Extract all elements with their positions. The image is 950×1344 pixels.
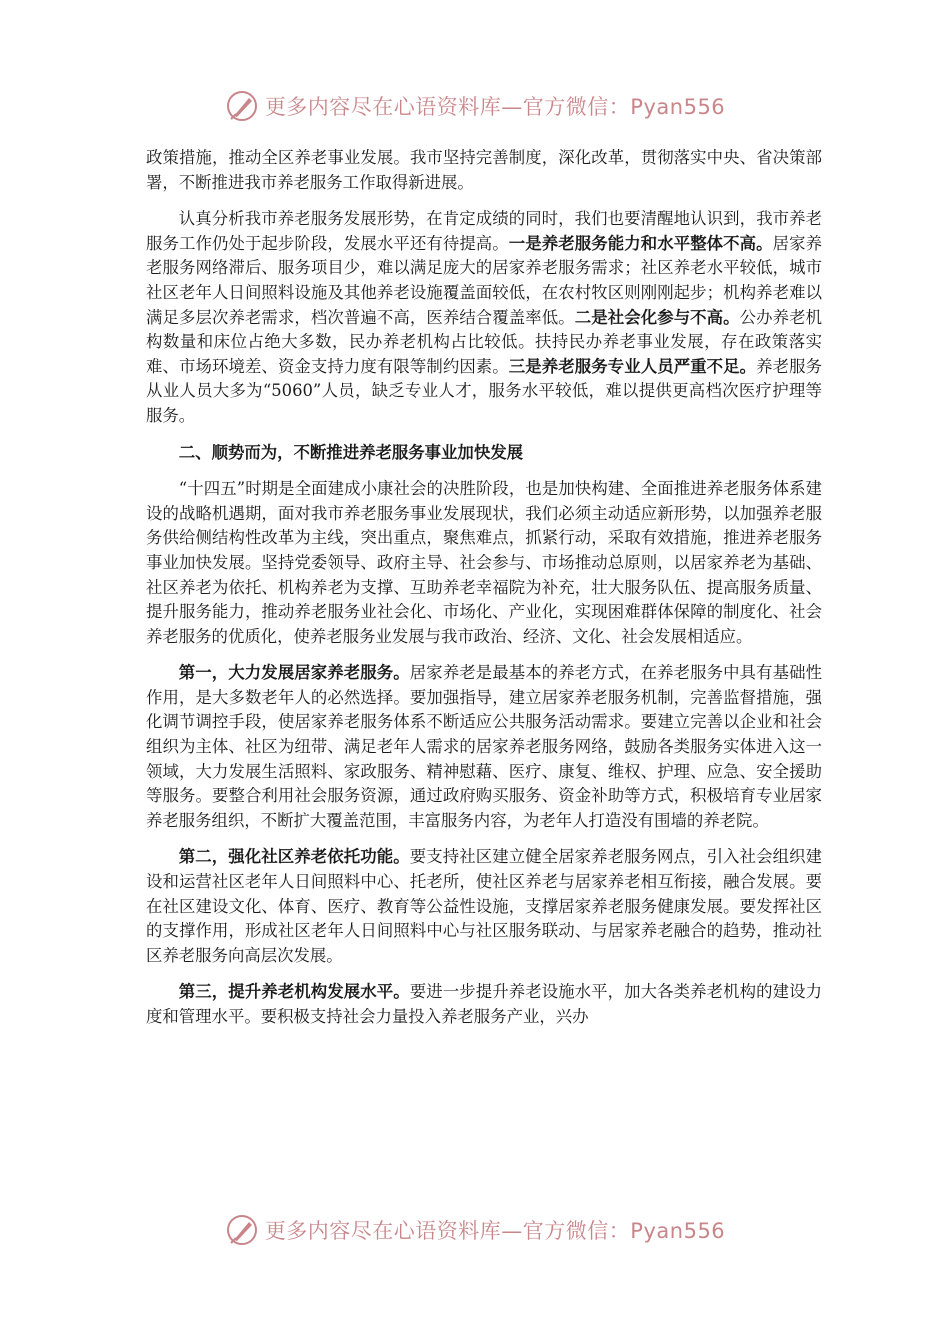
text-run: 养老服务从业人员大多为“5060”人员，缺乏专业人才，服务水平较低，难以提供更高档次医疗护理等服务。 [146, 356, 823, 425]
section-heading-2: 二、顺势而为，不断推进养老服务事业加快发展 [178, 442, 523, 462]
watermark-text-top: 更多内容尽在心语资料库—官方微信：Pyan556 [264, 95, 726, 119]
bold-point-3: 三是养老服务专业人员严重不足。 [508, 356, 757, 376]
bold-point-1: 一是养老服务能力和水平整体不高。 [508, 233, 773, 253]
text-run: 公办养老机构数量和床位占绝大多数，民办养老机构占比较低。扶持民办养老事业发展，存在政策落实难、市场环境差、资金支持力度有限等制约因素。 [146, 307, 823, 376]
bold-point-2: 二是社会化参与不高。 [574, 307, 740, 327]
text-run: 要支持社区建立健全居家养老服务网点，引入社会组织建设和运营社区老年人日间照料中心、托老所，使社区养老与居家养老相互衔接，融合发展。要在社区建设文化、体育、医疗、教育等公益性设施，支撑居家养老服务健康发展。要发挥社区的支撑作用，形成社区老年人日间照料中心与社区服务联动、与居家养老融合的趋势，推动社区养老服务向高层次发展。 [146, 847, 823, 965]
paragraph-situation-analysis [146, 207, 822, 428]
text-run: 认真分析我市养老服务发展形势，在肯定成绩的同时，我们也要清醒地认识到，我市养老服务工作仍处于起步阶段，发展水平还有待提高。 [146, 209, 822, 253]
quill-logo-icon [225, 1213, 259, 1247]
lead-first: 第一，大力发展居家养老服务。 [178, 663, 410, 683]
lead-third: 第三，提升养老机构发展水平。 [178, 982, 410, 1002]
watermark-text-bottom: 更多内容尽在心语资料库—官方微信：Pyan556 [264, 1219, 726, 1243]
text-run: 居家养老服务网络滞后、服务项目少，难以满足庞大的居家养老服务需求；社区养老水平较低，城市社区老年人日间照料设施及其他养老设施覆盖面较低，在农村牧区则刚刚起步；机构养老难以满足多层次养老需求，档次普遍不高，医养结合覆盖率低。 [146, 233, 823, 327]
paragraph-continuation: 政策措施，推动全区养老事业发展。我市坚持完善制度，深化改革，贯彻落实中央、省决策部署，不断推进我市养老服务工作取得新进展。 [146, 148, 822, 192]
paragraph-overview: “十四五”时期是全面建成小康社会的决胜阶段，也是加快构建、全面推进养老服务体系建设的战略机遇期，面对我市养老服务事业发展现状，我们必须主动适应新形势，以加强养老服务供给侧结构性改革为主线，突出重点，聚焦难点，抓紧行动，采取有效措施，推进养老服务事业加快发展。坚持党委领导、政府主导、社会参与、市场推动总原则，以居家养老为基础、社区养老为依托、机构养老为支撑、互助养老幸福院为补充，壮大服务队伍、提高服务质量、提升服务能力，推动养老服务业社会化、市场化、产业化，实现困难群体保障的制度化、社会养老服务的优质化，使养老服务业发展与我市政治、经济、文化、社会发展相适应。 [146, 479, 822, 646]
watermark-banner-top [0, 88, 950, 124]
paragraph-home-care [146, 661, 822, 833]
text-run: 要进一步提升养老设施水平，加大各类养老机构的建设力度和管理水平。要积极支持社会力量投入养老服务产业，兴办 [146, 982, 823, 1026]
text-run: 居家养老是最基本的养老方式，在养老服务中具有基础性作用，是大多数老年人的必然选择。要加强指导，建立居家养老服务机制，完善监督措施，强化调节调控手段，使居家养老服务体系不断适应公共服务活动需求。要建立完善以企业和社会组织为主体、社区为纽带、满足老年人需求的居家养老服务网络，鼓励各类服务实体进入这一领域，大力发展生活照料、家政服务、精神慰藉、医疗、康复、维权、护理、应急、安全援助等服务。要整合利用社会服务资源，通过政府购买服务、资金补助等方式，积极培育专业居家养老服务组织，不断扩大覆盖范围，丰富服务内容，为老年人打造没有围墙的养老院。 [146, 663, 823, 830]
paragraph-community-care [146, 845, 822, 968]
lead-second: 第二，强化社区养老依托功能。 [178, 847, 410, 867]
paragraph-institution-care [146, 980, 822, 1029]
document-body [146, 146, 822, 1030]
quill-logo-icon [225, 89, 259, 123]
watermark-banner-bottom [0, 1212, 950, 1248]
